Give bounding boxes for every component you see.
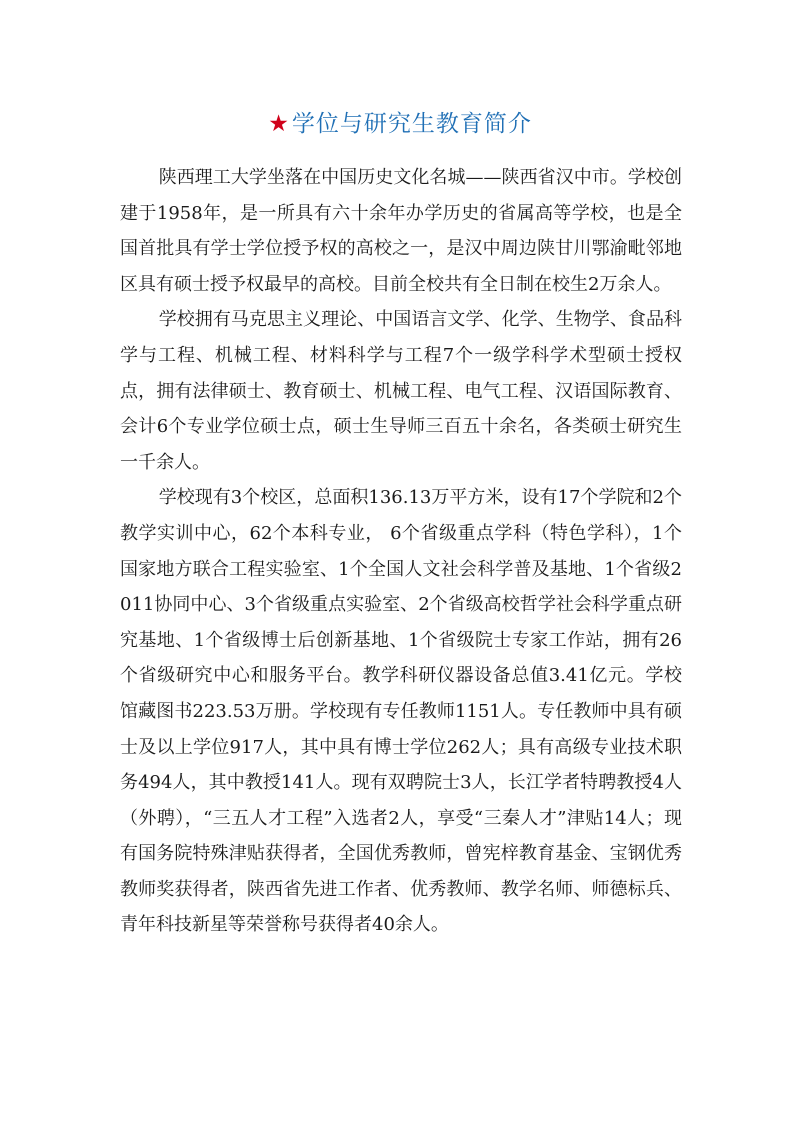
- paragraph-overview: 陕西理工大学坐落在中国历史文化名城——陕西省汉中市。学校创建于1958年，是一所具有六十余年办学历史的省属高等学校，也是全国首批具有学士学位授予权的高校之一，是汉中周边陕甘川鄂渝毗邻地区具有硕士授予权最早的高校。目前全校共有全日制在校生2万余人。: [120, 167, 682, 295]
- paragraph-facilities-faculty: 学校现有3个校区，总面积136.13万平方米，设有17个学院和2个教学实训中心，62个本科专业， 6个省级重点学科（特色学科），1个国家地方联合工程实验室、1个全国人文社会科学普及基地、1个省级2011协同中心、3个省级重点实验室、2个省级高校哲学社会科学重点研究基地、1个省级博士后创新基地、1个省级院士专家工作站，拥有26个省级研究中心和服务平台。教学科研仪器设备总值3.41亿元。学校馆藏图书223.53万册。学校现有专任教师1151人。专任教师中具有硕士及以上学位917人，其中具有博士学位262人；具有高级专业技术职务494人，其中教授141人。现有双聘院士3人，长江学者特聘教授4人（外聘），“三五人才工程”入选者2人，享受“三秦人才”津贴14人；现有国务院特殊津贴获得者，全国优秀教师，曾宪梓教育基金、宝钢优秀教师奖获得者，陕西省先进工作者、优秀教师、教学名师、师德标兵、青年科技新星等荣誉称号获得者40余人。: [120, 487, 682, 936]
- page-title-text: 学位与研究生教育简介: [291, 111, 532, 137]
- paragraph-degree-programs: 学校拥有马克思主义理论、中国语言文学、化学、生物学、食品科学与工程、机械工程、材料科学与工程7个一级学科学术型硕士授权点，拥有法律硕士、教育硕士、机械工程、电气工程、汉语国际教育、会计6个专业学位硕士点，硕士生导师三百五十余名，各类硕士研究生一千余人。: [120, 309, 682, 473]
- star-icon: ★: [268, 111, 290, 137]
- document-body: [120, 160, 682, 943]
- page-title: [0, 108, 800, 140]
